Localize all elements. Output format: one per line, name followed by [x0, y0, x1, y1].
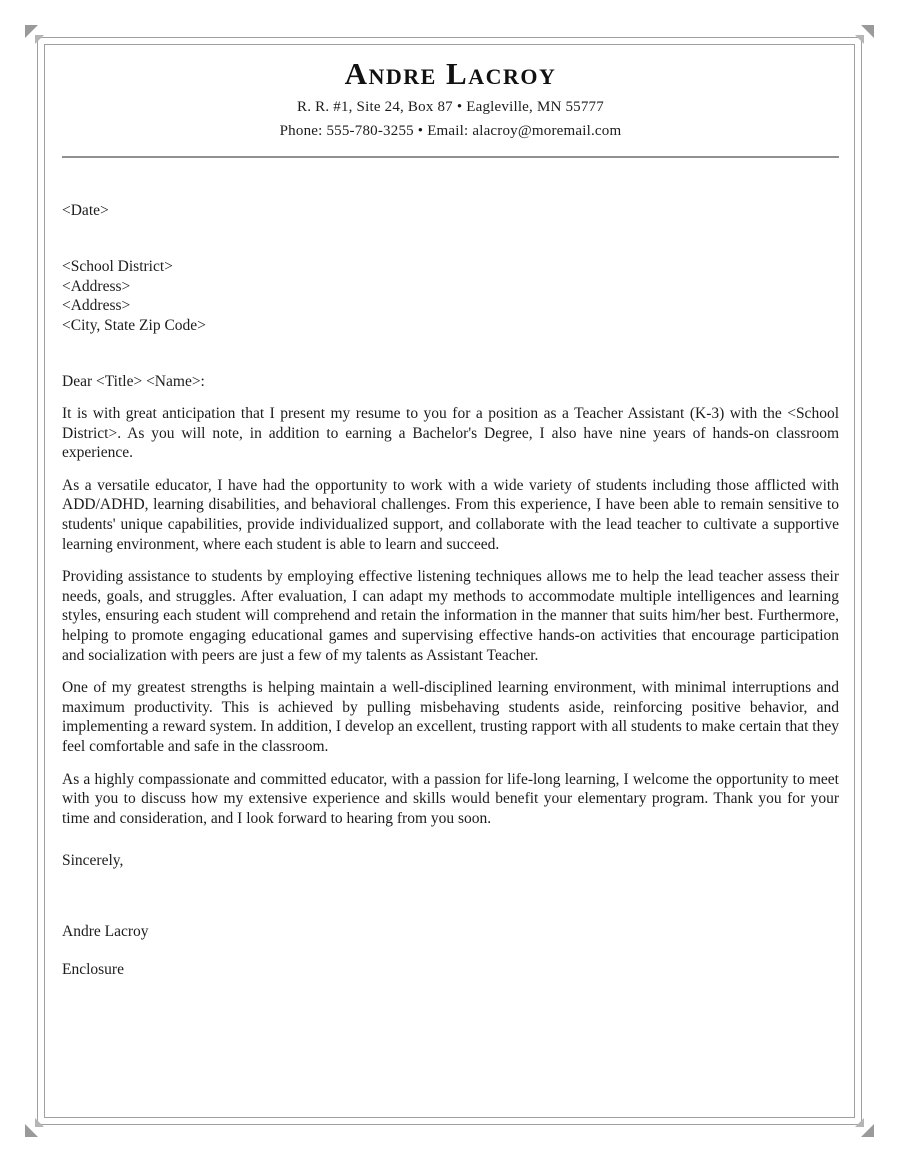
corner-triangle-icon — [855, 35, 864, 44]
corner-ornament-bottom-right — [852, 1115, 874, 1137]
recipient-line: <City, State Zip Code> — [62, 316, 206, 334]
recipient-line: <Address> — [62, 297, 131, 314]
corner-triangle-icon — [35, 1118, 44, 1127]
paragraph-5: As a highly compassionate and committed educator, with a passion for life-long learning, I welcome the opportunity to meet with you to discuss how my extensive experience and skills would benefit your elementary program. Thank you for your time and consideration, and I look forward to hearing from you soon. — [62, 770, 839, 827]
corner-triangle-icon — [25, 25, 38, 38]
closing: Sincerely, — [62, 852, 124, 870]
paragraph-1: It is with great anticipation that I present my resume to you for a position as a Teacher Assistant (K-3) with the <School District>. As you will note, in addition to earning a Bachelor's Degree, I also have nine years of hands-on classroom experience. — [62, 405, 839, 462]
recipient-line: <School District> — [62, 258, 173, 275]
sender-address: R. R. #1, Site 24, Box 87 • Eagleville, MN 55777 — [297, 99, 604, 115]
paragraph-4: One of my greatest strengths is helping maintain a well-disciplined learning environment, with minimal interruptions and maximum productivity. This is achieved by pulling misbehaving students aside, reinforcing positive behavior, and implementing a reward system. In addition, I develop an excellent, trusting rapport with all students to make certain that they feel comfortable and safe in the classroom. — [62, 679, 839, 755]
corner-triangle-icon — [861, 25, 874, 38]
signature-name: Andre Lacroy — [62, 923, 149, 941]
corner-ornament-top-left — [25, 25, 47, 47]
date-placeholder: <Date> — [62, 202, 109, 219]
corner-triangle-icon — [861, 1124, 874, 1137]
header-divider — [62, 156, 839, 158]
corner-triangle-icon — [35, 35, 44, 44]
corner-ornament-top-right — [852, 25, 874, 47]
sender-contact: Phone: 555-780-3255 • Email: alacroy@moremail.com — [279, 123, 622, 139]
corner-triangle-icon — [25, 1124, 38, 1137]
paragraph-2: As a versatile educator, I have had the opportunity to work with a wide variety of students including those afflicted with ADD/ADHD, learning disabilities, and behavioral challenges. From this experience, I have been able to remain sensitive to students' unique capabilities, provide individualized support, and collaborate with the lead teacher to cultivate a supportive learning environment, where each student is able to learn and succeed. — [62, 476, 839, 553]
enclosure-note: Enclosure — [62, 961, 124, 979]
letter-content — [62, 56, 839, 979]
sender-name: Andre Lacroy — [344, 56, 557, 91]
paragraph-3: Providing assistance to students by employing effective listening techniques allows me to help the lead teacher assess their needs, goals, and struggles. After evaluation, I can adapt my methods to accommodate multiple intelligences and learning styles, ensuring each student will comprehend and retain the information in the manner that suits him/her best. Furthermore, helping to promote engaging educational games and supervising effective hands-on activities that encourage participation and socialization with peers are just a few of my talents as Assistant Teacher. — [62, 568, 839, 664]
recipient-line: <Address> — [62, 277, 131, 295]
corner-ornament-bottom-left — [25, 1115, 47, 1137]
corner-triangle-icon — [855, 1118, 864, 1127]
salutation: Dear <Title> <Name>: — [62, 373, 205, 390]
recipient-block — [62, 257, 839, 335]
letter-body — [62, 404, 839, 828]
